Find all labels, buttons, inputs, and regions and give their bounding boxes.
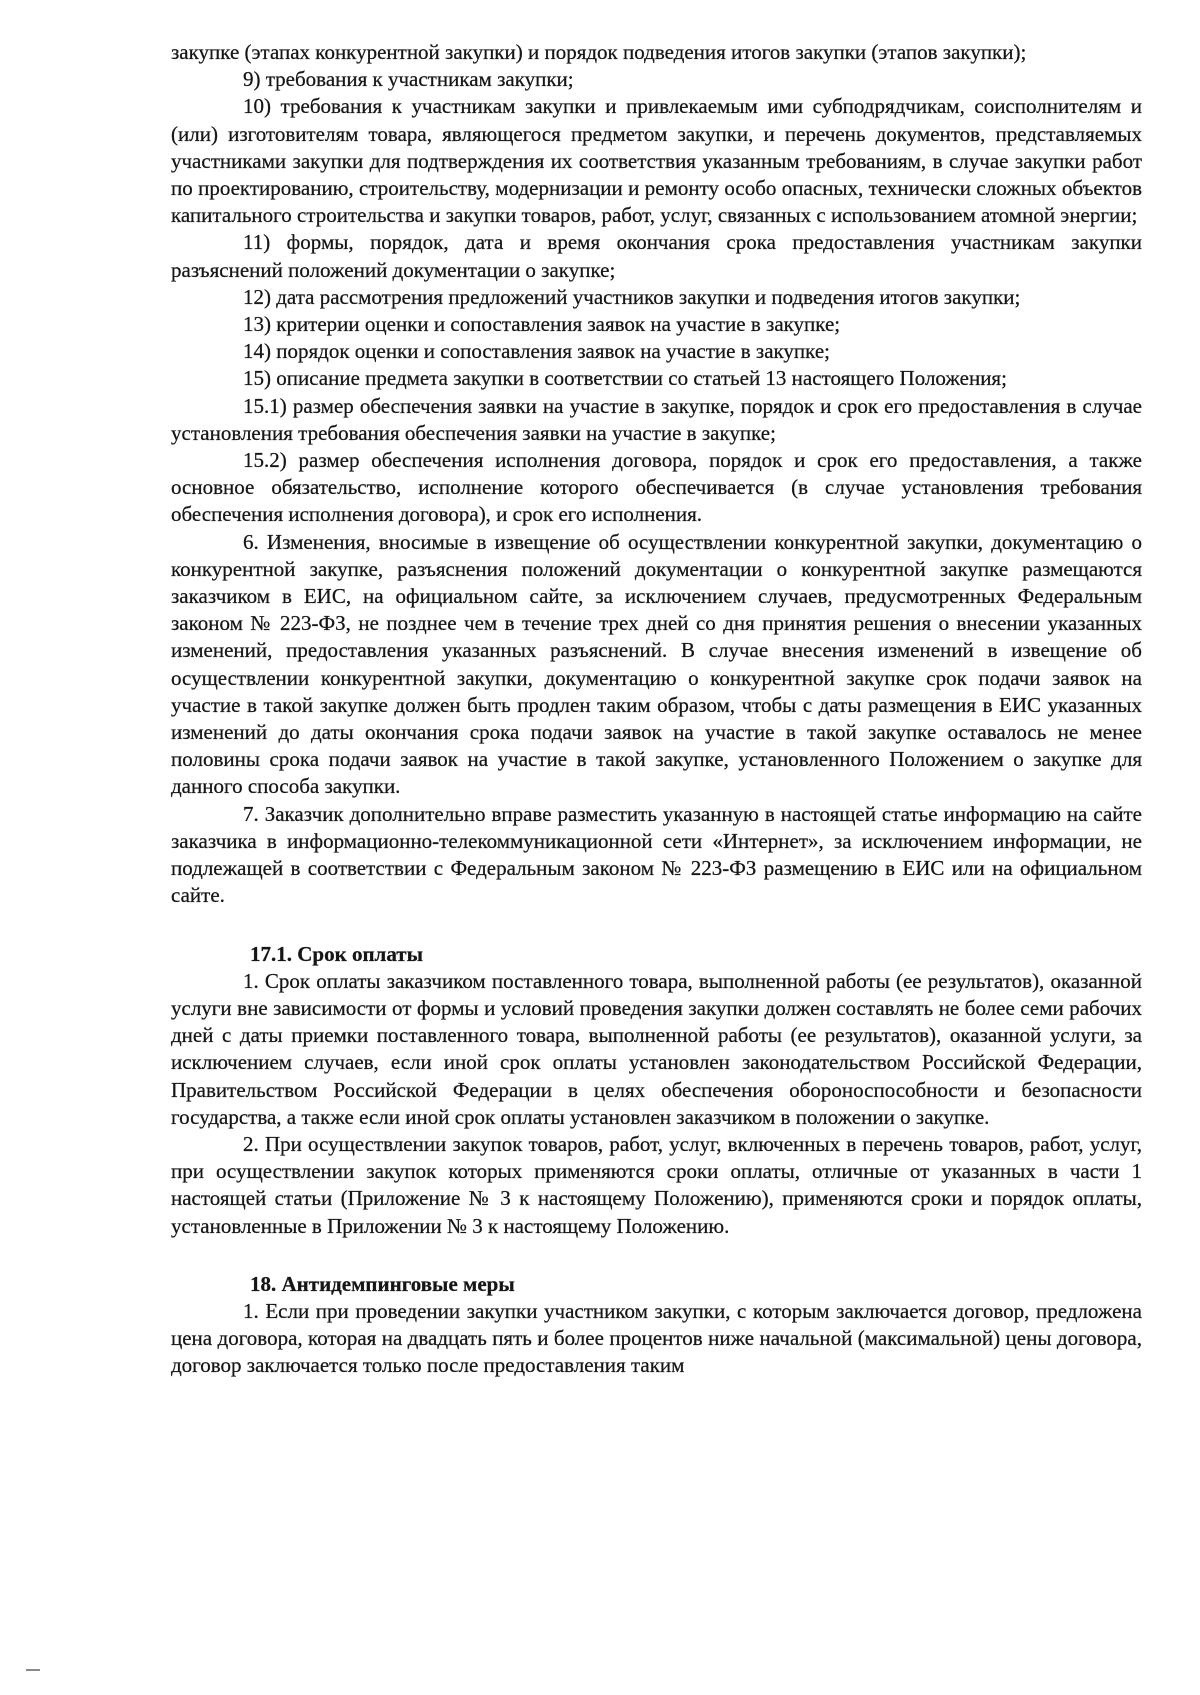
paragraph-item-13: 13) критерии оценки и сопоставления заявок на участие в закупке; [243, 312, 841, 337]
paragraph-item-9: 9) требования к участникам закупки; [243, 67, 574, 92]
paragraph-item-10: 10) требования к участникам закупки и привлекаемым ими субподрядчикам, соисполнителям и (или) изготовителям товара, являющегося предметом закупки, и перечень документов, представляемых участниками закупки для подтверждения их соответствия указанным требованиям, в случае закупки работ по проектированию, строительству, модернизации и ремонту особо опасных, технически сложных объектов капитального строительства и закупки товаров, работ, услуг, связанных с использованием атомной энергии; [171, 94, 1142, 228]
section-17-1-paragraph-2: 2. При осуществлении закупок товаров, работ, услуг, включенных в перечень товаров, работ, услуг, при осуществлении закупок которых применяются сроки оплаты, отличные от указанных в части 1 настоящей статьи (Приложение № 3 к настоящему Положению), применяются сроки и порядок оплаты, установленные в Приложении № 3 к настоящему Положению. [171, 1131, 1142, 1238]
section-heading-18: 18. Антидемпинговые меры [250, 1271, 515, 1296]
paragraph-item-11: 11) формы, порядок, дата и время окончания срока предоставления участникам закупки разъяснений положений документации о закупке; [171, 230, 1142, 282]
paragraph-item-15: 15) описание предмета закупки в соответствии со статьей 13 настоящего Положения; [243, 366, 1007, 391]
document-page [171, 39, 1142, 1380]
section-18-paragraph-1: 1. Если при проведении закупки участником закупки, с которым заключается договор, предложена цена договора, которая на двадцать пять и более процентов ниже начальной (максимальной) цены договора, договор заключается только после предоставления таким [171, 1298, 1142, 1378]
paragraph-7: 7. Заказчик дополнительно вправе разместить указанную в настоящей статье информацию на сайте заказчика в информационно-телекоммуникационной сети «Интернет», за исключением информации, не подлежащей в соответствии с Федеральным законом № 223-ФЗ размещению в ЕИС или на официальном сайте. [171, 801, 1142, 908]
paragraph-item-15-2: 15.2) размер обеспечения исполнения договора, порядок и срок его предоставления, а также основное обязательство, исполнение которого обеспечивается (в случае установления требования обеспечения исполнения договора), и срок его исполнения. [171, 448, 1142, 527]
paragraph-item-12: 12) дата рассмотрения предложений участников закупки и подведения итогов закупки; [243, 284, 1021, 309]
paragraph-item-15-1: 15.1) размер обеспечения заявки на участие в закупке, порядок и срок его предоставления в случае установления требования обеспечения заявки на участие в закупке; [171, 393, 1142, 445]
section-heading-17-1: 17.1. Срок оплаты [250, 941, 423, 966]
scan-artifact-mark [26, 1669, 40, 1671]
paragraph-item-14: 14) порядок оценки и сопоставления заявок на участие в закупке; [243, 339, 830, 364]
paragraph-continuation: закупке (этапах конкурентной закупки) и порядок подведения итогов закупки (этапов закупки); [171, 40, 1027, 64]
section-17-1-paragraph-1: 1. Срок оплаты заказчиком поставленного товара, выполненной работы (ее результатов), оказанной услуги вне зависимости от формы и условий проведения закупки должен составлять не более семи рабочих дней с даты приемки поставленного товара, выполненной работы (ее результатов), оказанной услуги, за исключением случаев, если иной срок оплаты установлен законодательством Российской Федерации, Правительством Российской Федерации в целях обеспечения обороноспособности и безопасности государства, а также если иной срок оплаты установлен заказчиком в положении о закупке. [171, 968, 1142, 1129]
paragraph-6: 6. Изменения, вносимые в извещение об осуществлении конкурентной закупки, документацию о конкурентной закупке, разъяснения положений документации о конкурентной закупке размещаются заказчиком в ЕИС, на официальном сайте, за исключением случаев, предусмотренных Федеральным законом № 223-ФЗ, не позднее чем в течение трех дней со дня принятия решения о внесении указанных изменений, предоставления указанных разъяснений. В случае внесения изменений в извещение об осуществлении конкурентной закупки, документацию о конкурентной закупке срок подачи заявок на участие в такой закупке должен быть продлен таким образом, чтобы с даты размещения в ЕИС указанных изменений до даты окончания срока подачи заявок на участие в такой закупке оставалось не менее половины срока подачи заявок на участие в такой закупке, установленного Положением о закупке для данного способа закупки. [171, 529, 1142, 799]
